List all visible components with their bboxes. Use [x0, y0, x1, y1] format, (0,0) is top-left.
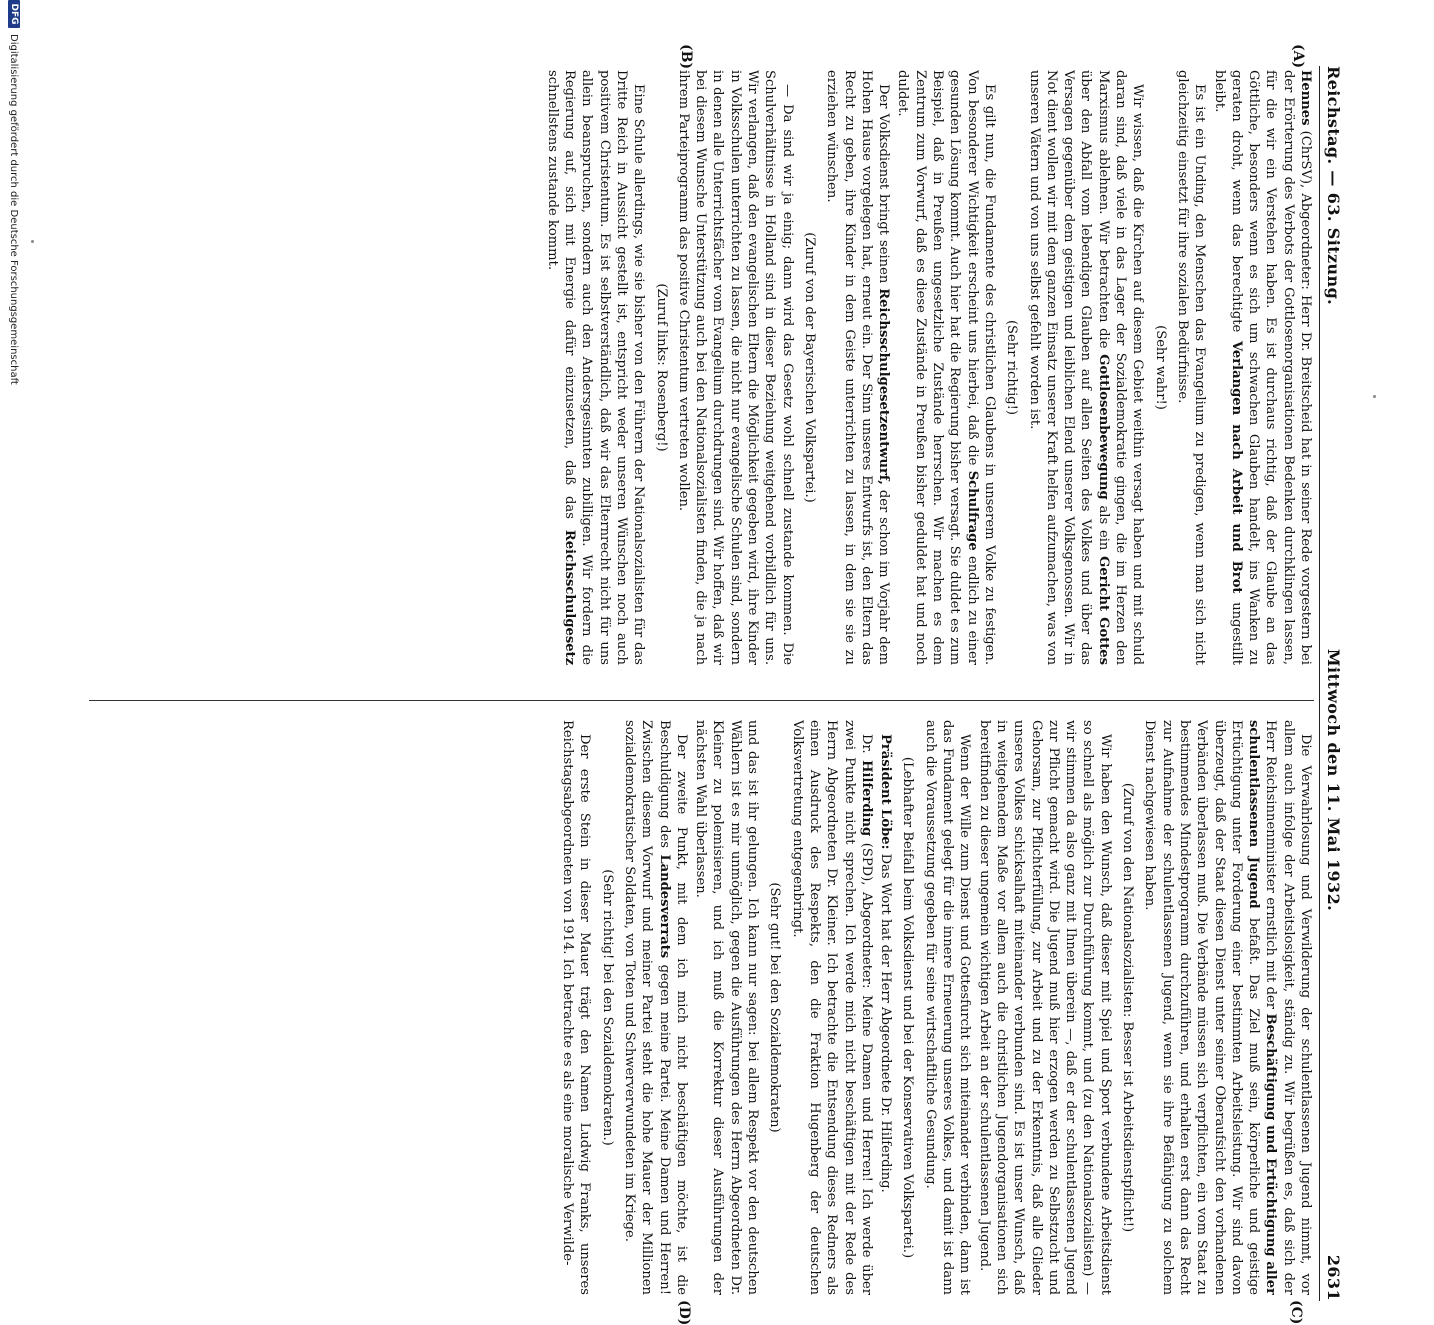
dfg-logo-icon: DFG: [8, 0, 20, 28]
interjection: (Zuruf links: Rosenberg!): [653, 283, 669, 452]
margin-marker-d: (D): [676, 1300, 692, 1325]
speaker-name: Hilferding: [858, 760, 874, 837]
column-divider: [89, 700, 1314, 701]
paragraph: Hennes (ChrSV), Abgeordneter: Herr Dr. Breitscheid hat in seiner Rede vorgestern bei der Erörterung des Verbots der Gottlosenorganisationen Bedenken durchklingen lassen, für die wir ein Verstehen haben. Es ist durchaus richtig, daß der Glaube an das Göttliche, besonders wenn es sich um schwachen Glauben handelt, ins Wanken zu geraten droht, wenn das berechtigte Verlangen nach Arbeit und Brot ungestillt bleibt.: [1211, 70, 1313, 665]
paragraph: Es gilt nun, die Fundamente des christlichen Glaubens in unserem Volke zu festigen. Von besonderer Wichtigkeit erscheint uns hierbei, daß die Schulfrage endlich zu einer gesunden Lösung kommt. Auch hier hat die Regierung bisher versagt. Sie duldet es zum Beispiel, daß in Preußen ungesetzliche Zustände herrschen. Wir machen es dem Zentrum zum Vorwurf, daß es diese Zustände in Preußen bisher geduldet hat und noch duldet.: [895, 70, 997, 665]
header-date: Mittwoch den 11. Mai 1932.: [1324, 648, 1343, 912]
paragraph: Präsident Löbe: Das Wort hat der Herr Abgeordnete Dr. Hilferding.: [878, 734, 894, 1193]
interjection: (Sehr gut! bei den Sozialdemokraten): [767, 882, 783, 1133]
speaker-name: Hennes: [1298, 70, 1313, 126]
interjection: (Sehr wahr!): [1152, 325, 1168, 410]
margin-marker-c: (C): [1288, 1300, 1304, 1325]
interjection: (Zuruf von den Nationalsozialisten: Besser ist Arbeitsdienstpflicht!): [1120, 782, 1136, 1233]
margin-marker-a: (A): [1290, 44, 1306, 69]
paragraph: Wir haben den Wunsch, daß dieser mit Spiel und Sport verbundene Arbeitsdienst so schnell als möglich zur Durchführung kommt, und (zu den Nationalsozialisten) — wir stimmen da also ganz mit Ihnen überein —, daß er der schulentlassenen Jugend zur Pflicht gemacht wird. Die Jugend muß hier erzogen werden zu Selbstzucht und Gehorsam, zur Pflichterfüllung, zur Arbeit und zu der Erkenntnis, daß alle Glieder unseres Volkes schicksalhaft miteinander verbunden sind. Es ist unser Wunsch, daß in weitgehendem Maße vor allem auch die christlichen Jugendorganisationen sich bereitfinden zu dieser ungemein wichtigen Arbeit an der schulentlassenen Jugend.: [976, 720, 1113, 1295]
speaker-name: Präsident Löbe:: [878, 734, 894, 850]
paragraph: Dr. Hilferding (SPD), Abgeordneter: Meine Damen und Herren! Ich werde über zwei Punkte nicht sprechen. Ich werde mich nicht beschäftigen mit der Rede des Herrn Abgeordneten Dr. Kleiner. Ich betrachte die Entsendung dieses Redners als einen Ausdruck des Respekts, den die Fraktion Hugenberg der deutschen Volksvertretung entgegenbringt.: [789, 720, 874, 1295]
paragraph: Der Volksdienst bringt seinen Reichsschulgesetzentwurf, der schon im Vorjahr dem Hohen Hause vorgelegen hat, erneut ein. Der Sinn unseres Entwurfs ist, den Eltern das Recht zu geben, ihre Kinder in dem Geiste unterrichten zu lassen, in dem sie sie zu erziehen wünschen.: [824, 70, 892, 665]
margin-marker-b: (B): [678, 44, 694, 70]
header-rule: [1319, 66, 1320, 1301]
paragraph: Der erste Stein in dieser Mauer trägt den Namen Ludwig Franks, unseres Reichstagsabgeordneten von 1914. Ich betrachte es als eine moralische Verwilde-: [560, 720, 593, 1295]
paragraph: Wenn der Wille zum Dienst und Gottesfurcht sich miteinander verbinden, dann ist das Fundament gelegt für die innere Erneuerung unseres Volkes, und damit ist dann auch die Voraussetzung gegeben für seine wirtschaftliche Gesundung.: [922, 720, 973, 1295]
paragraph: — Da sind wir ja einig; dann wird das Gesetz wohl schnell zustande kommen. Die Schulverhältnisse in Holland sind in dieser Beziehung weitgehend vorbildlich für uns. Wir verlangen, daß den evangelischen Eltern die Möglichkeit gegeben wird, ihre Kinder in Volksschulen unterrichten zu lassen, die nicht nur evangelische Schulen sind, sondern in denen alle Unterrichtsfächer vom Evangelium durchdrungen sind. Wir hoffen, daß wir bei diesem Wunsche Unterstützung auch bei den Nationalsozialisten finden, die ja nach ihrem Parteiprogramm das positive Christentum vertreten wollen.: [675, 70, 795, 665]
page-header: [1324, 66, 1364, 1301]
credit-text: Digitalisierung gefördert durch die Deutsche Forschungsgemeinschaft: [8, 34, 20, 385]
interjection: (Lebhafter Beifall beim Volksdienst und bei der Konservativen Volkspartei.): [900, 756, 916, 1259]
right-column: [89, 720, 1314, 1295]
left-column: [89, 70, 1314, 665]
scan-speck: [31, 240, 34, 243]
page-number: 2631: [1324, 1254, 1343, 1301]
interjection: (Sehr richtig! bei den Sozialdemokraten.): [599, 869, 615, 1146]
paragraph: Der zweite Punkt, mit dem ich mich nicht beschäftigen möchte, ist die Beschuldigung des Landesverrats gegen meine Partei. Meine Damen und Herren! Zwischen diesem Vorwurf und meiner Partei steht die hohe Mauer der Millionen sozialdemokratischer Soldaten, von Toten und Schwerverwundeten im Kriege.: [622, 720, 689, 1295]
paragraph: und das ist ihr gelungen. Ich kann nur sagen: bei allem Respekt vor den deutschen Wählern ist es mir unmöglich, gegen die Ausführungen des Herrn Abgeordneten Dr. Kleiner zu polemisieren, und ich muß die Korrektur dieser Ausführungen der nächsten Wahl überlassen.: [693, 720, 761, 1295]
header-session: Reichstag. — 63. Sitzung.: [1324, 66, 1343, 306]
paragraph: Wir wissen, daß die Kirchen auf diesem Gebiet weithin versagt haben und mit schuld daran sind, daß viele in das Lager der Sozialdemokratie gingen, die im Herzen den Marxismus ablehnen. Wir betrachten die Gottlosenbewegung als ein Gericht Gottes über den Abfall vom lebendigen Glauben auf allen Seiten des Volkes und über das Versagen gegenüber dem geistigen und leiblichen Elend unserer Volksgenossen. Wir in Not dient wollen wir mit dem ganzen Einsatz unserer Kraft helfen aufzumachen, was von unseren Vätern und von uns selbst gefehlt worden ist.: [1026, 70, 1146, 665]
scan-speck: [1373, 395, 1376, 398]
paragraph: Eine Schule allerdings, wie sie bisher von den Führern der Nationalsozialisten für das Dritte Reich in Aussicht gestellt ist, entspricht weder unseren Wünschen noch auch positivem Christentum. Es ist selbstverständlich, daß wir das Elternrecht nicht für uns allein beanspruchen, sondern auch den Andersgesinnten zubilligen. Wir fordern die Regierung auf, sich mit Energie dafür einzusetzen, daß das Reichsschulgesetz schnellstens zustande kommt.: [544, 70, 647, 665]
digitization-credit: [7, 0, 21, 1000]
paragraph: Die Verwahrlosung und Verwilderung der schulentlassenen Jugend nimmt, vor allem auch infolge der Arbeitslosigkeit, ständig zu. Wir begrüßen es, daß sich der Herr Reichsinnenminister ernstlich mit der Beschäftigung und Ertüchtigung aller schulentlassenen Jugend befaßt. Das Ziel muß sein, körperliche und geistige Ertüchtigung unter Forderung einer bestimmten Arbeitsleistung. Wir sind davon überzeugt, daß der Staat diesen Dienst unter seiner Oberaufsicht den vorhandenen Verbänden überlassen muß. Die Verbände müssen sich verpflichten, ein vom Staat zu bestimmendes Mindestprogramm durchzuführen, und erhalten erst dann das Recht zur Aufnahme der schulentlassenen Jugend, wenn sie ihre Befähigung zu solchem Dienst nachgewiesen haben.: [1142, 720, 1313, 1295]
interjection: (Sehr richtig!): [1004, 319, 1020, 416]
interjection: (Zuruf von der Bayerischen Volkspartei.): [801, 232, 817, 503]
paragraph: Es ist ein Unding, den Menschen das Evangelium zu predigen, wenn man sich nicht gleichzeitig einsetzt für ihre sozialen Bedürfnisse.: [1174, 70, 1208, 665]
